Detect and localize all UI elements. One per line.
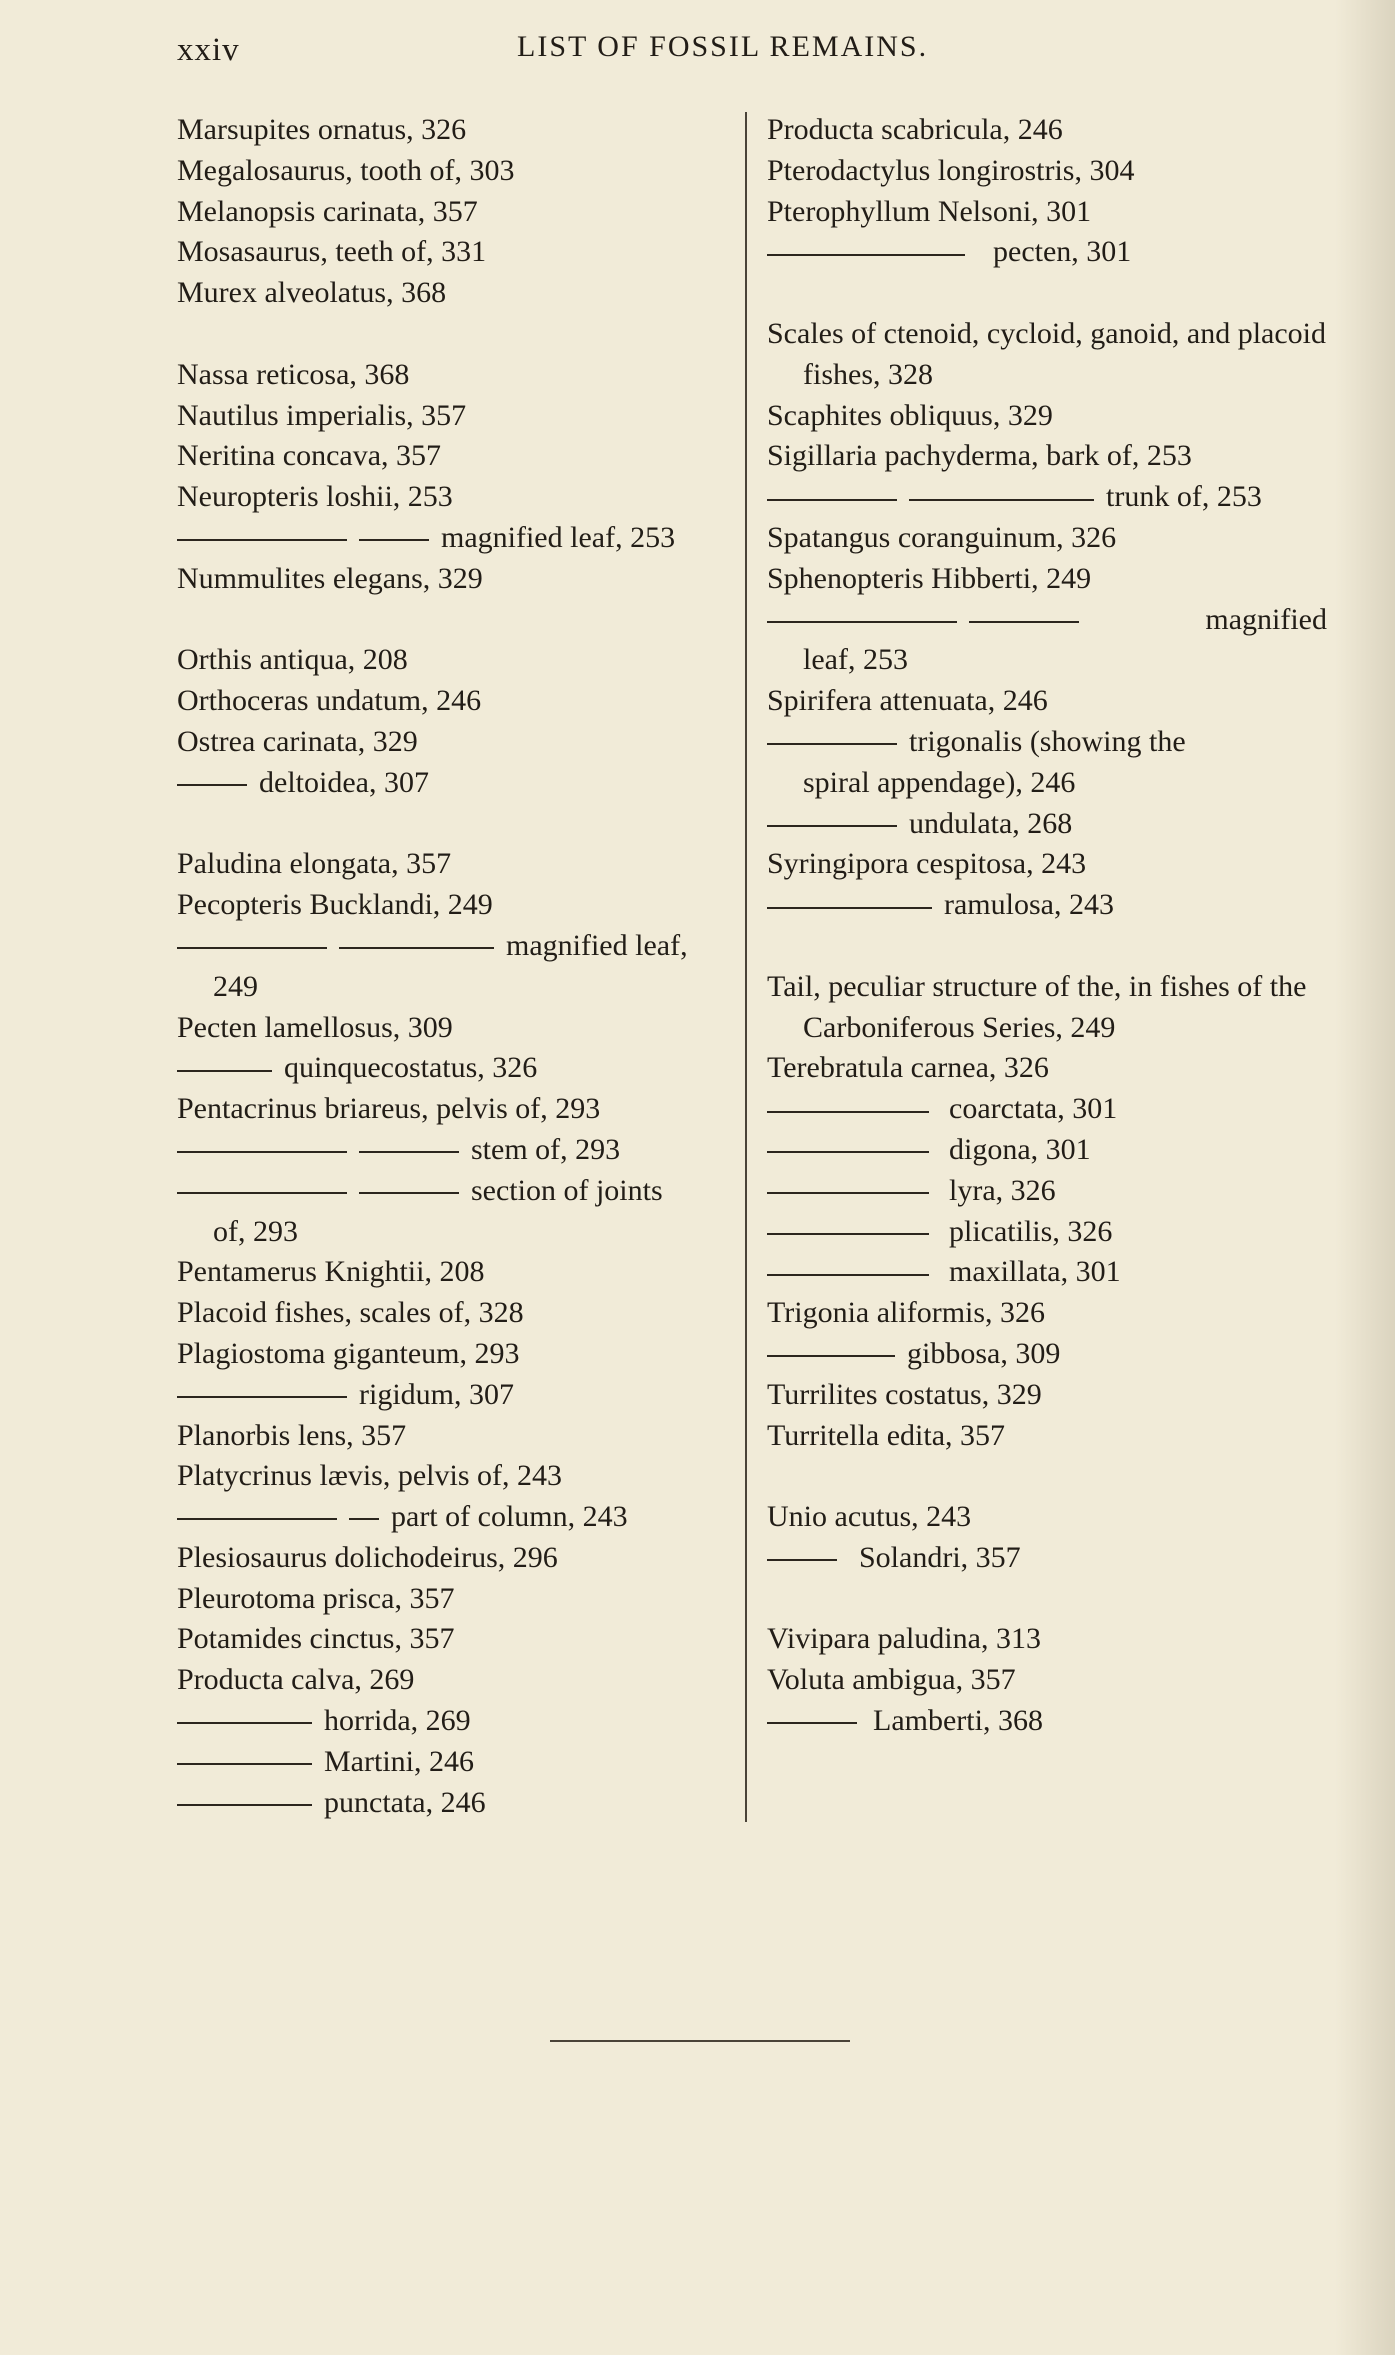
subentry-text: Solandri, 357 (859, 1540, 1021, 1574)
subentry-text: magnified (1205, 602, 1327, 636)
section-gap (177, 314, 733, 355)
index-entry: Spirifera attenuata, 246 (767, 684, 1048, 718)
index-entry: Paludina elongata, 357 (177, 847, 452, 881)
index-entry: Turritella edita, 357 (767, 1418, 1006, 1452)
footer-rule (550, 2040, 850, 2042)
ditto-dash (339, 947, 494, 949)
ditto-dash (767, 1111, 929, 1113)
section-gap (177, 804, 733, 845)
subentry-text: magnified leaf, 253 (441, 520, 676, 554)
subentry-text: undulata, 268 (909, 806, 1073, 840)
index-entry: Sigillaria pachyderma, bark of, 253 (767, 439, 1192, 473)
index-entry: Pentamerus Knightii, 208 (177, 1255, 485, 1289)
ditto-dash (177, 1396, 347, 1398)
ditto-dash (359, 539, 429, 541)
index-subentry (177, 1171, 733, 1212)
ditto-dash (177, 1722, 312, 1724)
ditto-dash (177, 1070, 272, 1072)
running-title: LIST OF FOSSIL REMAINS. (517, 30, 929, 63)
index-entry: Neritina concava, 357 (177, 439, 442, 473)
ditto-dash (177, 1151, 347, 1153)
subentry-text: gibbosa, 309 (907, 1336, 1061, 1370)
index-entry: Pecten lamellosus, 309 (177, 1010, 453, 1044)
subentry-text: trigonalis (showing the (909, 724, 1186, 758)
ditto-dash (767, 825, 897, 827)
ditto-dash (177, 784, 247, 786)
index-entry: Producta scabricula, 246 (767, 113, 1063, 146)
subentry-text: quinquecostatus, 326 (284, 1051, 538, 1085)
ditto-dash (177, 1192, 347, 1194)
subentry-text: deltoidea, 307 (259, 765, 429, 799)
ditto-dash (767, 1151, 929, 1153)
index-subentry (177, 518, 733, 559)
ditto-dash (767, 499, 897, 501)
index-entry: Trigonia aliformis, 326 (767, 1296, 1046, 1330)
ditto-dash (177, 1763, 312, 1765)
index-subentry (177, 1130, 733, 1171)
index-entry: Turrilites costatus, 329 (767, 1377, 1042, 1411)
section-gap (767, 273, 1327, 314)
index-subentry (767, 232, 1327, 273)
ditto-dash (767, 254, 965, 256)
index-entry: Vivipara paludina, 313 (767, 1622, 1041, 1656)
index-subentry (177, 926, 733, 967)
index-entry-continuation: of, 293 (213, 1214, 298, 1248)
subentry-text: ramulosa, 243 (944, 888, 1114, 922)
subentry-text: trunk of, 253 (1106, 480, 1262, 514)
index-subentry (767, 600, 1327, 641)
index-subentry (177, 1497, 733, 1538)
ditto-dash (767, 1192, 929, 1194)
subentry-text: lyra, 326 (949, 1173, 1056, 1207)
section-gap (767, 1579, 1327, 1620)
subentry-text: digona, 301 (949, 1132, 1091, 1166)
ditto-dash (767, 1355, 895, 1357)
subentry-text: punctata, 246 (324, 1785, 486, 1819)
index-entry: Voluta ambigua, 357 (767, 1663, 1016, 1697)
subentry-text: pecten, 301 (993, 235, 1132, 269)
subentry-text: part of column, 243 (391, 1500, 628, 1534)
subentry-text: Lamberti, 368 (873, 1704, 1043, 1738)
index-entry: Pterophyllum Nelsoni, 301 (767, 194, 1092, 228)
index-entry: Megalosaurus, tooth of, 303 (177, 153, 515, 187)
index-subentry (767, 477, 1327, 518)
index-entry: Pentacrinus briareus, pelvis of, 293 (177, 1092, 601, 1126)
index-entry: Murex alveolatus, 368 (177, 276, 447, 310)
index-entry: Nautilus imperialis, 357 (177, 398, 467, 432)
index-subentry (177, 1742, 733, 1783)
subentry-text: section of joints (471, 1173, 663, 1207)
index-subentry (177, 1048, 733, 1089)
index-subentry (177, 763, 733, 804)
subentry-text: coarctata, 301 (949, 1092, 1118, 1126)
index-subentry (767, 1538, 1327, 1579)
ditto-dash (767, 1233, 929, 1235)
section-gap (767, 926, 1327, 967)
index-entry-continuation: leaf, 253 (803, 643, 908, 677)
index-entry: Terebratula carnea, 326 (767, 1051, 1049, 1085)
column-divider (745, 112, 747, 1822)
subentry-text: Martini, 246 (324, 1744, 474, 1778)
subentry-text: horrida, 269 (324, 1704, 471, 1738)
index-entry: Plesiosaurus dolichodeirus, 296 (177, 1540, 558, 1574)
index-subentry (177, 1783, 733, 1824)
right-column (767, 110, 1327, 1742)
index-entry: Pleurotoma prisca, 357 (177, 1581, 455, 1615)
ditto-dash (909, 499, 1094, 501)
subentry-text: magnified leaf, (506, 928, 688, 962)
index-entry: Orthis antiqua, 208 (177, 643, 408, 677)
index-entry: Neuropteris loshii, 253 (177, 480, 453, 514)
index-entry: Platycrinus lævis, pelvis of, 243 (177, 1459, 562, 1493)
index-subentry (767, 1212, 1327, 1253)
index-entry: Orthoceras undatum, 246 (177, 684, 482, 718)
index-subentry (767, 1171, 1327, 1212)
page-number: xxiv (177, 32, 240, 68)
index-entry: Producta calva, 269 (177, 1663, 415, 1697)
index-entry: Planorbis lens, 357 (177, 1418, 407, 1452)
ditto-dash (177, 539, 347, 541)
section-gap (767, 1456, 1327, 1497)
ditto-dash (767, 907, 932, 909)
section-gap (177, 600, 733, 641)
index-entry: Scaphites obliquus, 329 (767, 398, 1053, 432)
index-entry: Nassa reticosa, 368 (177, 357, 410, 391)
ditto-dash (767, 1559, 837, 1561)
index-entry: Unio acutus, 243 (767, 1500, 972, 1534)
ditto-dash (177, 1804, 312, 1806)
ditto-dash (359, 1192, 459, 1194)
ditto-dash (177, 947, 327, 949)
index-subentry (177, 1701, 733, 1742)
ditto-dash (359, 1151, 459, 1153)
index-entry: Plagiostoma giganteum, 293 (177, 1336, 520, 1370)
index-subentry (767, 804, 1327, 845)
index-entry: Sphenopteris Hibberti, 249 (767, 561, 1092, 595)
index-entry: Syringipora cespitosa, 243 (767, 847, 1087, 881)
index-entry: Scales of ctenoid, cycloid, ganoid, and placoid fishes, 328 (767, 316, 1326, 391)
index-entry-continuation: 249 (213, 969, 258, 1003)
index-entry: Ostrea carinata, 329 (177, 724, 418, 758)
index-entry: Placoid fishes, scales of, 328 (177, 1296, 524, 1330)
index-entry: Marsupites ornatus, 326 (177, 113, 467, 146)
subentry-text: maxillata, 301 (949, 1255, 1121, 1289)
page-header (177, 30, 977, 80)
index-subentry (767, 1252, 1327, 1293)
index-subentry (767, 1089, 1327, 1130)
index-subentry (767, 1701, 1327, 1742)
page-edge-shadow (1335, 0, 1395, 2355)
index-entry: Melanopsis carinata, 357 (177, 194, 478, 228)
left-column (177, 110, 733, 1823)
ditto-dash (177, 1518, 337, 1520)
ditto-dash (767, 1722, 857, 1724)
ditto-dash (767, 1274, 929, 1276)
index-subentry (767, 722, 1327, 763)
index-entry: Pterodactylus longirostris, 304 (767, 153, 1135, 187)
subentry-text: plicatilis, 326 (949, 1214, 1113, 1248)
index-subentry (767, 885, 1327, 926)
subentry-text: rigidum, 307 (359, 1377, 514, 1411)
index-entry: Pecopteris Bucklandi, 249 (177, 888, 493, 922)
index-entry: Mosasaurus, teeth of, 331 (177, 235, 487, 269)
index-subentry (767, 1334, 1327, 1375)
index-entry: Spatangus coranguinum, 326 (767, 520, 1117, 554)
index-subentry (767, 1130, 1327, 1171)
ditto-dash (349, 1518, 379, 1520)
ditto-dash (767, 621, 957, 623)
subentry-text: stem of, 293 (471, 1132, 621, 1166)
ditto-dash (969, 621, 1079, 623)
ditto-dash (767, 743, 897, 745)
index-subentry (177, 1375, 733, 1416)
index-entry-continuation: spiral appendage), 246 (803, 765, 1076, 799)
index-entry: Nummulites elegans, 329 (177, 561, 483, 595)
index-entry: Tail, peculiar structure of the, in fishes of the Carboniferous Series, 249 (767, 969, 1307, 1044)
index-entry: Potamides cinctus, 357 (177, 1622, 455, 1656)
